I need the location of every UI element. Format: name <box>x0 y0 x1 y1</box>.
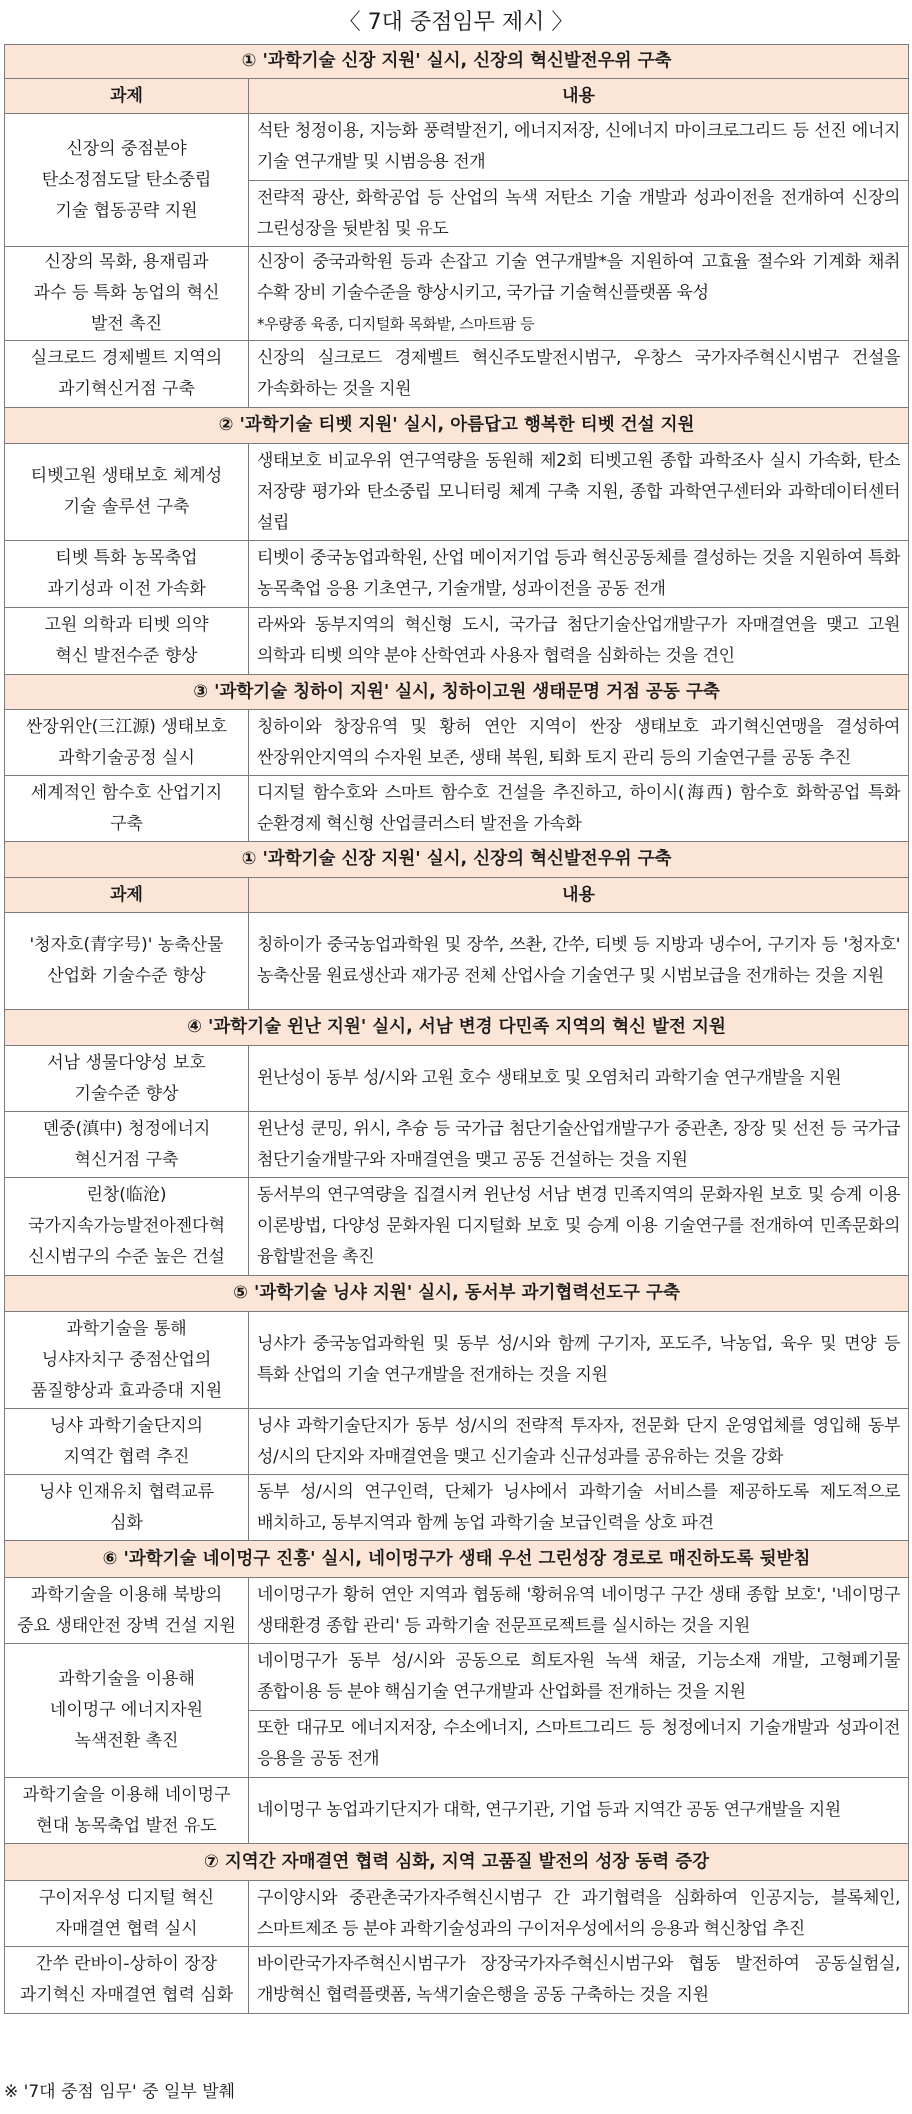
task-cell <box>5 1046 249 1112</box>
task-cell <box>5 1881 249 1947</box>
section-3b-header <box>5 842 909 878</box>
table-row <box>5 247 909 341</box>
task-cell <box>5 1475 249 1541</box>
mission-table <box>4 44 909 2014</box>
task-text: 과학기술을 통해 닝샤자치구 중점산업의 품질향상과 효과증대 지원 <box>30 1318 223 1401</box>
task-text: 린창(临沧) 국가지속가능발전아젠다혁 신시범구의 수준 높은 건설 <box>27 1185 226 1267</box>
section-2-header <box>5 408 909 444</box>
section-3-header <box>5 675 909 710</box>
task-text: 닝샤 과학기술단지의 지역간 협력 추진 <box>49 1415 204 1467</box>
section-heading: ⑥ '과학기술 네이멍구 진흥' 실시, 네이멍구가 생태 우선 그린성장 경로로 매진하도록 뒷받침 <box>5 1541 909 1578</box>
task-cell <box>5 1644 249 1778</box>
task-text: 고원 의학과 티벳 의약 혁신 발전수준 향상 <box>44 615 209 666</box>
task-text: 실크로드 경제벨트 지역의 과기혁신거점 구축 <box>30 348 223 399</box>
column-header-content: 내용 <box>249 878 909 913</box>
task-text: '청자호(青字号)' 농축산물 산업화 기술수준 향상 <box>29 935 224 986</box>
section-7-header <box>5 1844 909 1881</box>
content-cell: 석탄 청정이용, 지능화 풍력발전기, 에너지저장, 신에너지 마이크로그리드 등 선진 에너지 기술 연구개발 및 시범응용 전개 <box>249 114 909 181</box>
task-cell <box>5 247 249 341</box>
task-text: 신장의 중점분야 탄소정점도달 탄소중립 기술 협동공략 지원 <box>41 138 212 221</box>
task-cell <box>5 1578 249 1644</box>
task-text: 과학기술을 이용해 북방의 중요 생태안전 장벽 건설 지원 <box>17 1584 236 1636</box>
task-text: 싼장위안(三江源) 생태보호 과학기술공정 실시 <box>25 716 228 768</box>
task-cell <box>5 1409 249 1475</box>
content-cell: 네이멍구가 황허 연안 지역과 협동해 '황허유역 네이멍구 구간 생태 종합 보호', '네이멍구 생태환경 종합 관리' 등 과학기술 전문프로젝트를 실시하는 것을 지원 <box>249 1578 909 1644</box>
task-text: 세계적인 함수호 산업기지 구축 <box>30 782 223 834</box>
table-row <box>5 913 909 1010</box>
content-cell: 라싸와 동부지역의 혁신형 도시, 국가급 첨단기술산업개발구가 자매결연을 맺고 고원 의학과 티벳 의약 분야 산학연과 사용자 협력을 심화하는 것을 견인 <box>249 608 909 675</box>
content-cell: 네이멍구가 동부 성/시와 공동으로 희토자원 녹색 채굴, 기능소재 개발, 고형폐기물 종합이용 등 분야 핵심기술 연구개발과 산업화를 전개하는 것을 지원 <box>249 1644 909 1711</box>
content-cell: 네이멍구 농업과기단지가 대학, 연구기관, 기업 등과 지역간 공동 연구개발을 지원 <box>249 1778 909 1844</box>
task-cell <box>5 776 249 842</box>
task-text: 구이저우성 디지털 혁신 자매결연 협력 실시 <box>38 1887 215 1939</box>
content-cell: 닝샤가 중국농업과학원 및 동부 성/시와 함께 구기자, 포도주, 낙농업, 육우 및 면양 등 특화 산업의 기술 연구개발을 전개하는 것을 지원 <box>249 1312 909 1409</box>
section-heading: ② '과학기술 티벳 지원' 실시, 아름답고 행복한 티벳 건설 지원 <box>5 408 909 444</box>
content-cell <box>249 247 909 341</box>
content-cell: 전략적 광산, 화학공업 등 산업의 녹색 저탄소 기술 개발과 성과이전을 전개하여 신장의 그린성장을 뒷받침 및 유도 <box>249 181 909 247</box>
content-cell: 윈난성 쿤밍, 위시, 추슝 등 국가급 첨단기술산업개발구가 중관촌, 장장 및 선전 등 국가급 첨단기술개발구와 자매결연을 맺고 공동 건설하는 것을 지원 <box>249 1112 909 1178</box>
table-row <box>5 608 909 675</box>
content-cell: 동부 성/시의 연구인력, 단체가 닝샤에서 과학기술 서비스를 제공하도록 제도적으로 배치하고, 동부지역과 함께 농업 과학기술 보급인력을 상호 파견 <box>249 1475 909 1541</box>
task-text: 신장의 목화, 용재림과 과수 등 특화 농업의 혁신 발전 촉진 <box>33 252 220 334</box>
table-row <box>5 341 909 408</box>
table-row <box>5 710 909 776</box>
task-cell <box>5 114 249 247</box>
task-text: 서남 생물다양성 보호 기술수준 향상 <box>47 1052 206 1104</box>
content-cell: 또한 대규모 에너지저장, 수소에너지, 스마트그리드 등 청정에너지 기술개발과 성과이전 응용을 공동 전개 <box>249 1711 909 1778</box>
table-row <box>5 1409 909 1475</box>
task-cell <box>5 1312 249 1409</box>
content-cell: 티벳이 중국농업과학원, 산업 메이저기업 등과 혁신공동체를 결성하는 것을 지원하여 특화 농목축업 응용 기초연구, 기술개발, 성과이전을 공동 전개 <box>249 541 909 608</box>
task-cell <box>5 1178 249 1276</box>
task-text: 간쑤 란바이-상하이 장장 과기혁신 자매결연 협력 심화 <box>19 1954 234 2005</box>
table-row <box>5 444 909 541</box>
task-cell <box>5 444 249 541</box>
table-row <box>5 776 909 842</box>
task-cell <box>5 541 249 608</box>
content-text: 신장이 중국과학원 등과 손잡고 기술 연구개발*을 지원하여 고효율 절수와 기계화 채취 수확 장비 기술수준을 향상시키고, 국가급 기술혁신플랫폼 육성 <box>257 252 900 303</box>
section-5-header <box>5 1276 909 1312</box>
table-row <box>5 1178 909 1276</box>
column-header-row <box>5 79 909 114</box>
task-text: 과학기술을 이용해 네이멍구 에너지자원 녹색전환 촉진 <box>49 1669 204 1751</box>
task-cell <box>5 608 249 675</box>
section-6-header <box>5 1541 909 1578</box>
task-cell <box>5 1947 249 2014</box>
task-cell <box>5 710 249 776</box>
task-text: 티벳 특화 농목축업 과기성과 이전 가속화 <box>47 548 206 599</box>
column-header-content: 내용 <box>249 79 909 114</box>
footnote: ※ '7대 중점 임무' 중 일부 발췌 <box>4 2082 236 2102</box>
content-cell: 구이양시와 중관촌국가자주혁신시범구 간 과기협력을 심화하여 인공지능, 블록체인, 스마트제조 등 분야 과학기술성과의 구이저우성에서의 응용과 혁신창업 추진 <box>249 1881 909 1947</box>
table-row <box>5 1778 909 1844</box>
task-cell <box>5 341 249 408</box>
section-4-header <box>5 1010 909 1046</box>
table-row <box>5 1578 909 1644</box>
content-cell: 바이란국가자주혁신시범구가 장장국가자주혁신시범구와 협동 발전하여 공동실험실, 개방혁신 협력플랫폼, 녹색기술은행을 공동 구축하는 것을 지원 <box>249 1947 909 2014</box>
task-cell <box>5 913 249 1010</box>
document-title: 〈 7대 중점임무 제시 〉 <box>338 10 574 35</box>
task-cell <box>5 1778 249 1844</box>
section-heading: ④ '과학기술 윈난 지원' 실시, 서남 변경 다민족 지역의 혁신 발전 지원 <box>5 1010 909 1046</box>
section-heading: ① '과학기술 신장 지원' 실시, 신장의 혁신발전우위 구축 <box>5 842 909 878</box>
section-1-header <box>5 45 909 79</box>
table-row <box>5 1312 909 1409</box>
content-cell: 신장의 실크로드 경제벨트 혁신주도발전시범구, 우창스 국가자주혁신시범구 건설을 가속화하는 것을 지원 <box>249 341 909 408</box>
task-text: 뎬중(滇中) 청정에너지 혁신거점 구축 <box>42 1118 211 1170</box>
table-row <box>5 114 909 181</box>
content-cell: 칭하이와 창장유역 및 황허 연안 지역이 싼장 생태보호 과기혁신연맹을 결성하여 싼장위안지역의 수자원 보존, 생태 복원, 퇴화 토지 관리 등의 기술연구를 공동 추진 <box>249 710 909 776</box>
content-cell: 칭하이가 중국농업과학원 및 장쑤, 쓰촨, 간쑤, 티벳 등 지방과 냉수어, 구기자 등 '청자호' 농축산물 원료생산과 재가공 전체 산업사슬 기술연구 및 시범보급을 전개하는 것을 지원 <box>249 913 909 1010</box>
section-heading: ⑤ '과학기술 닝샤 지원' 실시, 동서부 과기협력선도구 구축 <box>5 1276 909 1312</box>
column-header-task: 과제 <box>5 878 249 913</box>
table-row <box>5 1046 909 1112</box>
table-row <box>5 1112 909 1178</box>
content-cell: 동서부의 연구역량을 집결시켜 윈난성 서남 변경 민족지역의 문화자원 보호 및 승계 이용 이론방법, 다양성 문화자원 디지털화 보호 및 승계 이용 기술연구를 전개하여 민족문화의 융합발전을 촉진 <box>249 1178 909 1276</box>
table-row <box>5 1881 909 1947</box>
table-row <box>5 541 909 608</box>
section-heading: ③ '과학기술 칭하이 지원' 실시, 칭하이고원 생태문명 거점 공동 구축 <box>5 675 909 710</box>
column-header-row <box>5 878 909 913</box>
table-row <box>5 1644 909 1711</box>
task-cell <box>5 1112 249 1178</box>
column-header-task: 과제 <box>5 79 249 114</box>
section-heading: ① '과학기술 신장 지원' 실시, 신장의 혁신발전우위 구축 <box>5 45 909 79</box>
task-text: 티벳고원 생태보호 체계성 기술 솔루션 구축 <box>30 466 223 517</box>
content-cell: 디지털 함수호와 스마트 함수호 건설을 추진하고, 하이시(海西) 함수호 화학공업 특화 순환경제 혁신형 산업클러스터 발전을 가속화 <box>249 776 909 842</box>
content-note: *우량종 육종, 디지털화 목화밭, 스마트팜 등 <box>257 315 535 333</box>
table-row <box>5 1947 909 2014</box>
content-cell: 윈난성이 동부 성/시와 고원 호수 생태보호 및 오염처리 과학기술 연구개발을 지원 <box>249 1046 909 1112</box>
table-row <box>5 1475 909 1541</box>
content-cell: 닝샤 과학기술단지가 동부 성/시의 전략적 투자자, 전문화 단지 운영업체를 영입해 동부 성/시의 단지와 자매결연을 맺고 신기술과 신규성과를 공유하는 것을 강화 <box>249 1409 909 1475</box>
task-text: 과학기술을 이용해 네이멍구 현대 농목축업 발전 유도 <box>22 1784 231 1836</box>
section-heading: ⑦ 지역간 자매결연 협력 심화, 지역 고품질 발전의 성장 동력 증강 <box>5 1844 909 1881</box>
content-cell: 생태보호 비교우위 연구역량을 동원해 제2회 티벳고원 종합 과학조사 실시 가속화, 탄소 저장량 평가와 탄소중립 모니터링 체계 구축 지원, 종합 과학연구센터와 과학데이터센터 설립 <box>249 444 909 541</box>
task-text: 닝샤 인재유치 협력교류 심화 <box>38 1481 215 1533</box>
